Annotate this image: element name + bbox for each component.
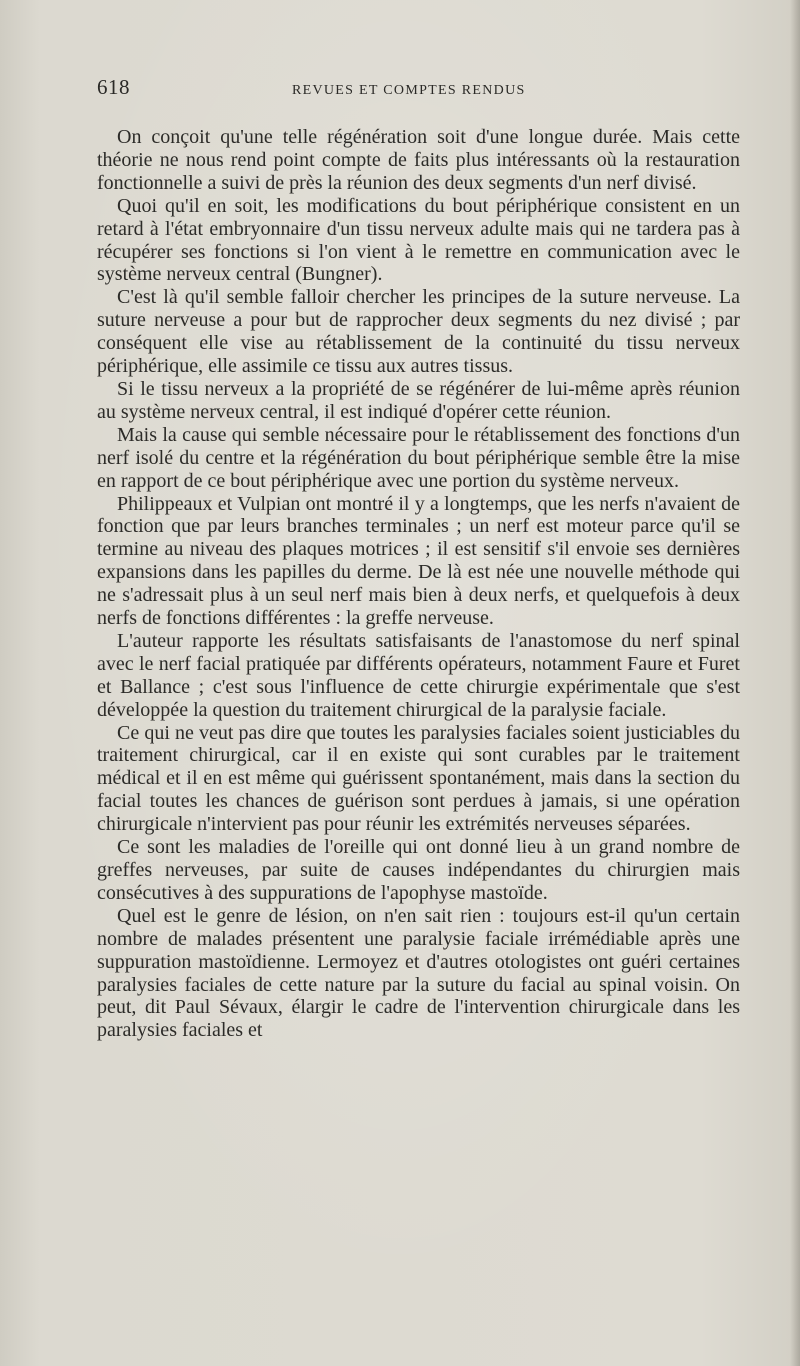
page-edge-shadow xyxy=(790,0,800,1366)
paragraph: Ce qui ne veut pas dire que toutes les paralysies faciales soient justiciables du traitement chirurgical, car il en existe qui sont curables par le traitement médical et il en est même qui guérissent spontanément, mais dans la section du facial toutes les chances de guérison sont perdues à jamais, si une opération chirurgicale n'intervient pas pour réunir les extrémités nerveuses séparées. xyxy=(97,721,740,836)
running-title: REVUES ET COMPTES RENDUS xyxy=(292,83,526,98)
page-header xyxy=(97,75,737,105)
body-text xyxy=(97,126,740,1042)
paragraph: C'est là qu'il semble falloir chercher les principes de la suture nerveuse. La suture nerveuse a pour but de rapprocher deux segments du nez divisé ; par conséquent elle vise au rétablissement de la continuité du tissu nerveux périphérique, elle assimile ce tissu aux autres tissus. xyxy=(97,286,740,378)
paragraph: Ce sont les maladies de l'oreille qui ont donné lieu à un grand nombre de greffes nerveuses, par suite de causes indépendantes du chirurgien mais consécutives à des suppurations de l'apophyse mastoïde. xyxy=(97,836,740,904)
paragraph: L'auteur rapporte les résultats satisfaisants de l'anastomose du nerf spinal avec le nerf facial pratiquée par différents opérateurs, notamment Faure et Furet et Ballance ; c'est sous l'influence de cette chirurgie expérimentale que s'est développée la question du traitement chirurgical de la paralysie faciale. xyxy=(97,629,740,721)
page-number: 618 xyxy=(97,75,130,99)
paragraph: Mais la cause qui semble nécessaire pour le rétablissement des fonctions d'un nerf isolé du centre et la régénération du bout périphérique semble être la mise en rapport de ce bout périphérique avec une portion du système nerveux. xyxy=(97,423,740,492)
paragraph: On conçoit qu'une telle régénération soit d'une longue durée. Mais cette théorie ne nous rend point compte de faits plus intéressants où la restauration fonctionnelle a suivi de près la réunion des deux segments d'un nerf divisé. xyxy=(97,126,740,194)
paragraph: Philippeaux et Vulpian ont montré il y a longtemps, que les nerfs n'avaient de fonction que par leurs branches terminales ; un nerf est moteur parce qu'il se termine au niveau des plaques motrices ; il est sensitif s'il envoie ses dernières expansions dans les papilles du derme. De là est née une nouvelle méthode qui ne s'adressait plus à un seul nerf mais bien à deux nerfs, et quelquefois à deux nerfs de fonctions différentes : la greffe nerveuse. xyxy=(97,492,740,630)
paragraph: Si le tissu nerveux a la propriété de se régénérer de lui-même après réunion au système nerveux central, il est indiqué d'opérer cette réunion. xyxy=(97,377,740,423)
paragraph: Quel est le genre de lésion, on n'en sait rien : toujours est-il qu'un certain nombre de malades présentent une paralysie faciale irrémédiable après une suppuration mastoïdienne. Lermoyez et d'autres otologistes ont guéri certaines paralysies faciales de cette nature par la suture du facial au spinal voisin. On peut, dit Paul Sévaux, élargir le cadre de l'intervention chirurgicale dans les paralysies faciales et xyxy=(97,904,740,1042)
paragraph: Quoi qu'il en soit, les modifications du bout périphérique consistent en un retard à l'état embryonnaire d'un tissu nerveux adulte mais qui ne tardera pas à récupérer ses fonctions si l'on vient à le remettre en communication avec le système nerveux central (Bungner). xyxy=(97,194,740,286)
